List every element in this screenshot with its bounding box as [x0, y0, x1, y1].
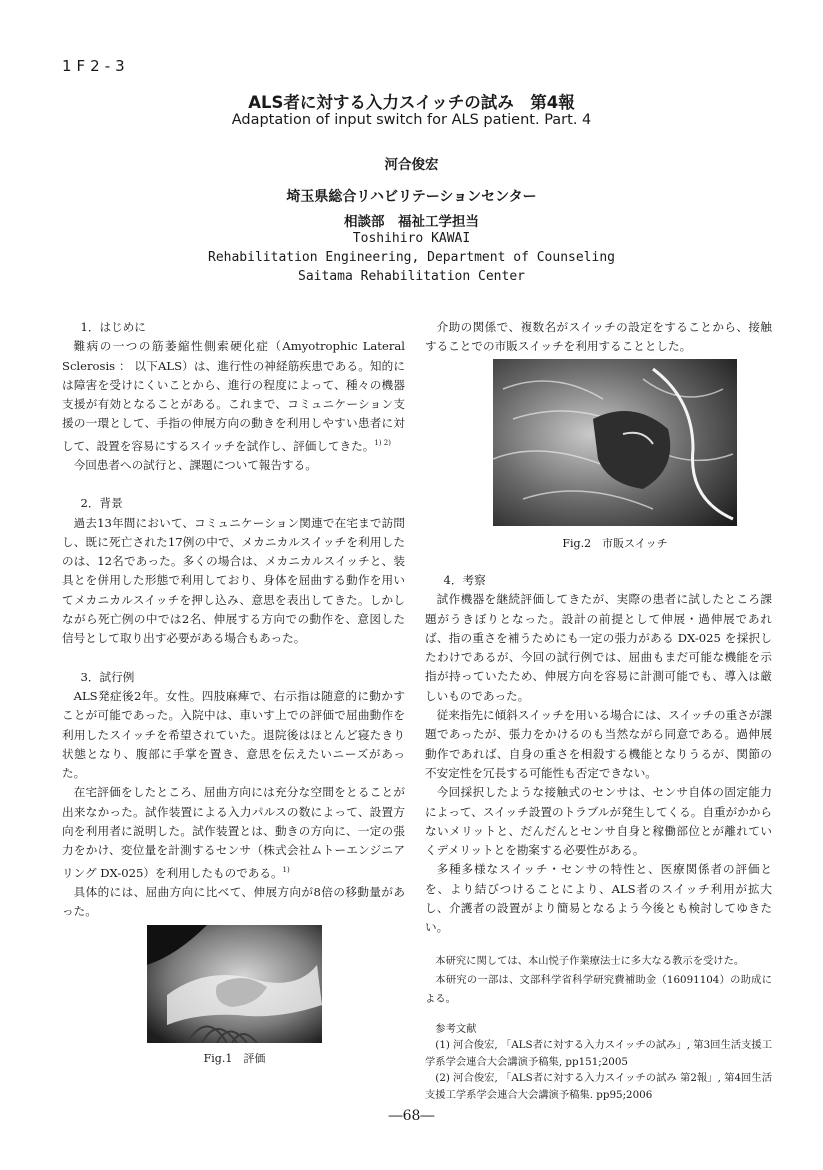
section-3-paragraph-2-text: 在宅評価をしたところ、屈曲方向には充分な空間をとることが出来なかった。試作装置による入力パルスの数によって、設置方向を利用者に説明した。試作装置とは、動きの方向に、一定の張力をかけ、変位量を計測するセンサ（株式会社ムトーエンジニアリング DX-025）を利用したものである。 [62, 785, 405, 880]
affiliation-japanese: 埼玉県総合リハビリテーションセンター [286, 189, 537, 205]
section-1-heading: 1．はじめに [80, 320, 146, 334]
reference-2: (2) 河合俊宏, 「ALS者に対する入力スイッチの試み 第2報」, 第4回生活支援工学系学会連合大会講演予稿集. pp95;2006 [425, 1072, 772, 1101]
section-3-heading: 3．試行例 [80, 669, 135, 684]
section-4-paragraph-3: 今回採択したような接触式のセンサは、センサ自体の固定能力によって、スイッチ設置のトラブルが発生してくる。自重がかからないメリットと、だんだんとセンサ自身と稼働部位とが離れていくデメリットとを勘案する必要性がある。 [425, 785, 772, 858]
reference-1: (1) 河合俊宏, 「ALS者に対する入力スイッチの試み」, 第3回生活支援工学系学会連合大会講演予稿集, pp151;2005 [425, 1039, 772, 1068]
department-english: Rehabilitation Engineering, Department of Counseling [208, 250, 615, 265]
section-1-paragraph-2: 今回患者への試行と、課題について報告する。 [73, 457, 317, 472]
section-3-paragraph-3: 具体的には、屈曲方向に比べて、伸展方向が8倍の移動量があった。 [62, 884, 405, 919]
left-column [62, 318, 405, 921]
section-4-paragraph-4: 多種多様なスイッチ・センサの特性と、医療関係者の評価とを、より結びつけることにより、ALS者のスイッチ利用が拡大し、介護者の設置がより簡易となるよう今後とも検討してゆきたい。 [425, 862, 772, 935]
references-heading: 参考文献 [435, 1022, 477, 1035]
figure-1-photo [147, 925, 322, 1043]
author-english: Toshihiro KAWAI [352, 231, 471, 246]
figure-2-illustration [493, 359, 737, 526]
department-japanese: 相談部 福祉工学担当 [344, 214, 479, 230]
right-intro-paragraph: 介助の関係で、複数名がスイッチの設定をすることから、接触することでの市販スイッチを利用することとした。 [425, 320, 772, 354]
acknowledgement-1: 本研究に関しては、本山悦子作業療法士に多大なる教示を受けた。 [435, 954, 745, 967]
section-3-citation: 1) [282, 865, 290, 874]
right-column-main [425, 571, 772, 1103]
figure-1-illustration [147, 925, 322, 1043]
section-2-paragraph-1: 過去13年間において、コミュニケーション関連で在宅まで訪問し、既に死亡された17例の中で、メカニカルスイッチを利用したのは、12名であった。多くの場合は、メカニカルスイッチと、装具とを併用した形態で利用しており、身体を屈曲する動作を用いてメカニカルスイッチを押し込み、意思を表出してきた。しかしながら死亡例の中では2名、伸展する方向での動作を、意図した信号として取り出す必要がある場合もあった。 [62, 515, 405, 646]
section-4-heading: 4．考察 [443, 573, 486, 587]
page-number: ―68― [388, 1108, 435, 1124]
section-1-citation: 1) 2) [374, 438, 391, 447]
affiliation-english: Saitama Rehabilitation Center [298, 269, 525, 284]
section-1-paragraph-1 [62, 337, 405, 456]
section-1-paragraph-1-text: 難病の一つの筋萎縮性側索硬化症（Amyotrophic Lateral Sclerosis ： 以下ALS）は、進行性の神経筋疾患である。知的には障害を受けにくいことから、進行の程度によって、種々の機器支援が有効となることがある。これまで、コミュニケーション支援の一環として、手指の伸展方向の動きを利用しやすい患者に対して、設置を容易にするスイッチを試作し、評価してきた。 [62, 339, 405, 453]
title-japanese: ALS者に対する入力スイッチの試み 第4報 [248, 93, 575, 112]
figure-2-caption: Fig.2 市販スイッチ [562, 537, 668, 550]
figure-1-caption: Fig.1 評価 [203, 1052, 266, 1065]
figure-2-photo [493, 359, 737, 526]
section-3-paragraph-2 [62, 783, 405, 882]
section-3-paragraph-1: ALS発症後2年。女性。四肢麻痺で、右示指は随意的に動かすことが可能であった。入院中は、車いす上での評価で屈曲動作を利用したスイッチを希望されていた。退院後はほとんど寝たきり状態となり、腹部に手掌を置き、意思を伝えたいニーズがあった。 [62, 688, 405, 781]
right-column-top [425, 318, 772, 357]
author-japanese: 河合俊宏 [384, 157, 439, 173]
title-english: Adaptation of input switch for ALS patient. Part. 4 [231, 112, 592, 128]
section-4-paragraph-1: 試作機器を継続評価してきたが、実際の患者に試したところ課題がうきぼりとなった。設計の前提として伸展・過伸展であれば、指の重さを補うためにも一定の張力がある DX-025 を採択したわけであるが、今回の試行例では、屈曲もまだ可能な機能を示指が持っていたため、伸展方向を容易に計測可能でも、導入は厳しいものであった。 [425, 592, 772, 703]
acknowledgement-2: 本研究の一部は、文部科学省科学研究費補助金（16091104）の助成による。 [425, 973, 772, 1005]
section-4-paragraph-2: 従来指先に傾斜スイッチを用いる場合には、スイッチの重さが課題であったが、張力をかけるのも当然ながら同意である。過伸展動作であれば、自身の重さを相殺する機能となりうるが、関節の不安定性を冗長する可能性も否定できない。 [425, 708, 772, 780]
section-2-heading: 2．背景 [80, 496, 123, 511]
session-code: 1F2-3 [62, 57, 130, 75]
